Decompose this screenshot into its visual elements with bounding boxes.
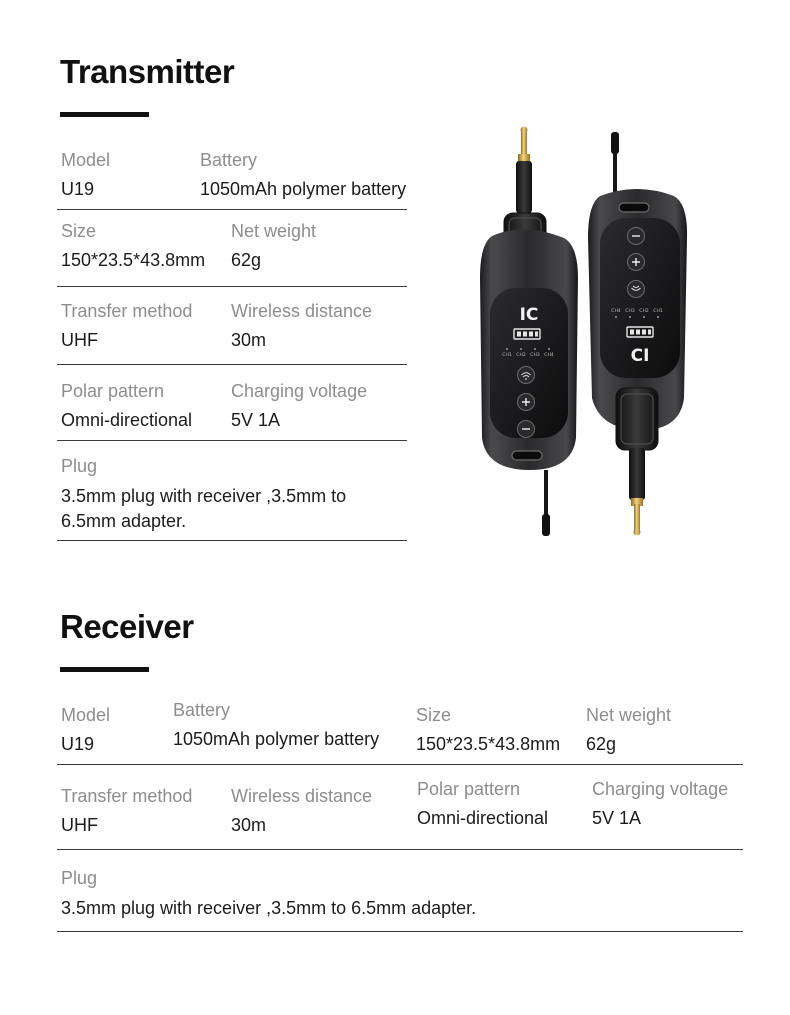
rx-size-label: Size	[416, 705, 452, 725]
tx-transfer-label: Transfer method	[61, 301, 193, 321]
transmitter-title: Transmitter	[60, 53, 235, 90]
right-ch-label: CH1	[653, 309, 663, 314]
tx-model-value: U19	[61, 179, 95, 199]
left-device	[480, 127, 578, 537]
svg-text:IC: IC	[519, 305, 539, 325]
tx-battery-label: Battery	[200, 150, 258, 170]
right-ch-label: CH4	[611, 309, 621, 314]
right-ch-label: CH2	[639, 309, 649, 314]
rx-battery-value: 1050mAh polymer battery	[173, 729, 380, 749]
tx-transfer-value: UHF	[61, 330, 98, 350]
tx-size-value: 150*23.5*43.8mm	[61, 250, 206, 270]
tx-distance-value: 30m	[231, 330, 267, 350]
svg-text:CI: CI	[630, 346, 650, 366]
rx-row-divider	[57, 764, 743, 765]
rx-distance-value: 30m	[231, 815, 267, 835]
rx-distance-label: Wireless distance	[231, 786, 373, 806]
rx-transfer-value: UHF	[61, 815, 98, 835]
tx-voltage-label: Charging voltage	[231, 381, 368, 401]
rx-weight-value: 62g	[586, 734, 617, 754]
rx-model-value: U19	[61, 734, 95, 754]
tx-weight-label: Net weight	[231, 221, 317, 241]
tx-distance-label: Wireless distance	[231, 301, 373, 321]
transmitter-title-underline	[60, 112, 149, 117]
tx-row-divider	[57, 540, 407, 541]
tx-polar-label: Polar pattern	[61, 381, 165, 401]
rx-model-label: Model	[61, 705, 111, 725]
tx-model-label: Model	[61, 150, 111, 170]
rx-plug-value: 3.5mm plug with receiver ,3.5mm to 6.5mm adapter.	[61, 898, 477, 918]
rx-voltage-value: 5V 1A	[592, 808, 642, 828]
tx-row-divider	[57, 364, 407, 365]
rx-plug-label: Plug	[61, 868, 98, 888]
rx-weight-label: Net weight	[586, 705, 672, 725]
rx-voltage-label: Charging voltage	[592, 779, 729, 799]
rx-size-value: 150*23.5*43.8mm	[416, 734, 561, 754]
tx-voltage-value: 5V 1A	[231, 410, 281, 430]
tx-row-divider	[57, 440, 407, 441]
product-image	[452, 118, 702, 548]
tx-row-divider	[57, 286, 407, 287]
tx-battery-value: 1050mAh polymer battery	[200, 179, 407, 199]
left-ch-label: CH4	[544, 353, 554, 358]
right-device	[588, 132, 687, 536]
left-ch-label: CH3	[530, 353, 540, 358]
tx-plug-value: 3.5mm plug with receiver ,3.5mm to 6.5mm adapter.	[61, 486, 347, 531]
left-ch-label: CH2	[516, 353, 526, 358]
rx-polar-value: Omni-directional	[417, 808, 549, 828]
tx-plug-label: Plug	[61, 456, 98, 476]
tx-polar-value: Omni-directional	[61, 410, 193, 430]
rx-polar-label: Polar pattern	[417, 779, 521, 799]
receiver-title-underline	[60, 667, 149, 672]
tx-row-divider	[57, 209, 407, 210]
tx-weight-value: 62g	[231, 250, 262, 270]
rx-transfer-label: Transfer method	[61, 786, 193, 806]
tx-size-label: Size	[61, 221, 97, 241]
rx-battery-label: Battery	[173, 700, 231, 720]
receiver-title: Receiver	[60, 608, 194, 645]
left-ch-label: CH1	[502, 353, 512, 358]
right-ch-label: CH3	[625, 309, 635, 314]
rx-row-divider	[57, 849, 743, 850]
rx-row-divider	[57, 931, 743, 932]
